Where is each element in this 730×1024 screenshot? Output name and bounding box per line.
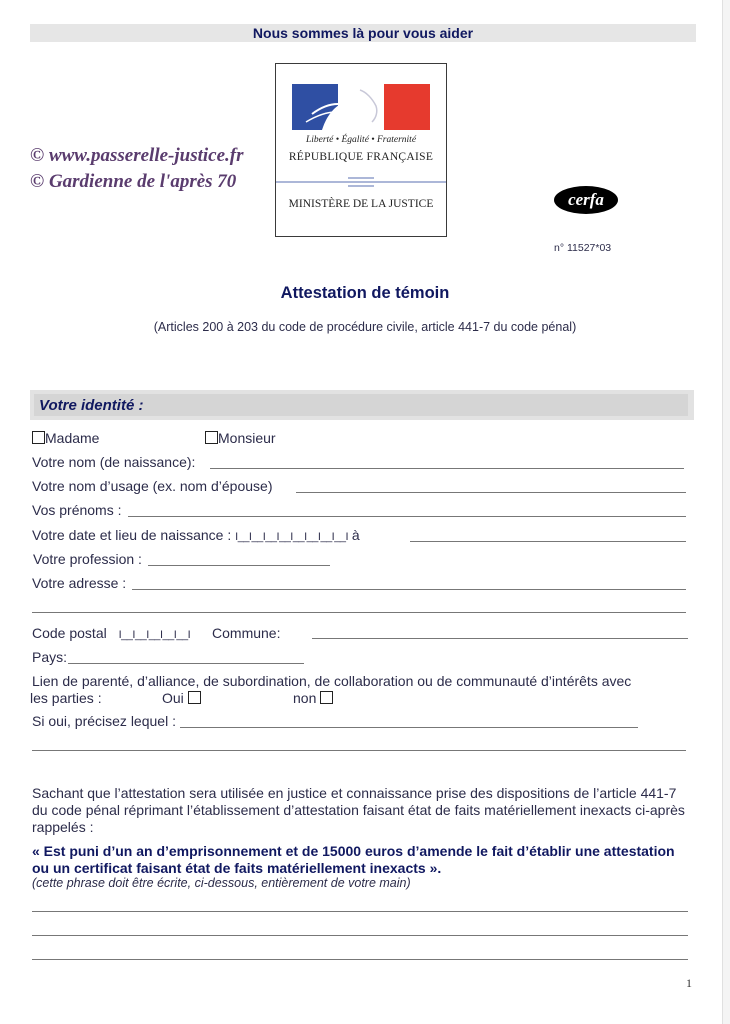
birth-date-boxes[interactable]: I__I__I__I__I__I__I__I__I: [235, 531, 349, 543]
usage-name-label: Votre nom d’usage (ex. nom d’épouse): [32, 478, 273, 494]
watermark-line-1: © www.passerelle-justice.fr: [30, 145, 244, 166]
commune-field[interactable]: [312, 638, 688, 639]
page-number: 1: [686, 976, 692, 990]
declaration-instruction: (cette phrase doit être écrite, ci-dessous, entièrement de votre main): [32, 876, 411, 890]
logo-republique: RÉPUBLIQUE FRANÇAISE: [288, 151, 434, 163]
relationship-yes-option[interactable]: [162, 690, 201, 706]
handwriting-line-1[interactable]: [32, 911, 688, 912]
relationship-no-checkbox[interactable]: [320, 691, 333, 704]
first-names-field[interactable]: [128, 516, 686, 517]
address-field-line-1[interactable]: [132, 589, 686, 590]
monsieur-label: Monsieur: [218, 430, 276, 446]
logo-ministere: MINISTÈRE DE LA JUSTICE: [288, 198, 434, 210]
monsieur-option[interactable]: [205, 430, 276, 446]
madame-label: Madame: [45, 430, 100, 446]
birth-name-label: Votre nom (de naissance):: [32, 454, 196, 470]
birth-name-field[interactable]: [210, 468, 684, 469]
declaration-intro: Sachant que l’attestation sera utilisée en justice et connaissance prise des dispositions de l’article 441-7 du code pénal réprimant l’établissement d’attestation faisant état de faits matériellement inexacts ci-après rappelés :: [32, 785, 685, 835]
logo-motto: Liberté • Égalité • Fraternité: [305, 135, 417, 145]
birth-date-place-row: [32, 527, 360, 543]
marianne-flag-icon: [292, 84, 430, 130]
help-banner[interactable]: Nous sommes là pour vous aider: [30, 24, 696, 42]
commune-label: Commune:: [212, 625, 281, 641]
postal-code-row: [32, 625, 280, 641]
identity-section-header: [30, 390, 694, 420]
postal-code-label: Code postal: [32, 625, 107, 641]
specify-field-line-1[interactable]: [180, 727, 638, 728]
relationship-label-cont: les parties :: [30, 690, 102, 706]
relationship-yes-checkbox[interactable]: [188, 691, 201, 704]
relationship-no-label: non: [293, 690, 317, 706]
logo-divider-lines: [276, 177, 446, 189]
relationship-label: Lien de parenté, d’alliance, de subordination, de collaboration ou de communauté d’intérêts avec: [32, 673, 632, 689]
republique-francaise-logo: [275, 63, 447, 237]
cerfa-badge: cerfa: [554, 186, 618, 214]
relationship-yes-label: Oui: [162, 690, 184, 706]
handwriting-line-3[interactable]: [32, 959, 688, 960]
declaration-quote: « Est puni d’un an d’emprisonnement et de 15000 euros d’amende le fait d’établir une attestation ou un certificat faisant état de faits matériellement inexacts ».: [32, 843, 675, 876]
birth-date-place-label: Votre date et lieu de naissance :: [32, 527, 232, 543]
specify-field-line-2[interactable]: [32, 750, 686, 751]
document-subtitle: (Articles 200 à 203 du code de procédure civile, article 441-7 du code pénal): [153, 320, 577, 334]
monsieur-checkbox[interactable]: [205, 431, 218, 444]
profession-field[interactable]: [148, 565, 330, 566]
cerfa-number: n° 11527*03: [554, 242, 612, 254]
usage-name-field[interactable]: [296, 492, 686, 493]
address-label: Votre adresse :: [32, 575, 127, 591]
madame-checkbox[interactable]: [32, 431, 45, 444]
address-field-line-2[interactable]: [32, 612, 686, 613]
country-field[interactable]: [68, 663, 304, 664]
page-edge: [722, 0, 730, 1024]
country-label: Pays:: [32, 649, 68, 665]
specify-label: Si oui, précisez lequel :: [32, 713, 176, 729]
first-names-label: Vos prénoms :: [32, 502, 122, 518]
birth-place-field[interactable]: [410, 541, 686, 542]
postal-code-boxes[interactable]: I__I__I__I__I__I: [118, 629, 191, 641]
birth-place-at: à: [351, 527, 360, 543]
watermark-line-2: © Gardienne de l'après 70: [30, 171, 237, 192]
handwriting-line-2[interactable]: [32, 935, 688, 936]
relationship-no-option[interactable]: [293, 690, 333, 706]
madame-option[interactable]: [32, 430, 99, 446]
document-title: Attestation de témoin: [280, 284, 450, 302]
identity-section-title: Votre identité :: [39, 397, 144, 414]
profession-label: Votre profession :: [33, 551, 142, 567]
